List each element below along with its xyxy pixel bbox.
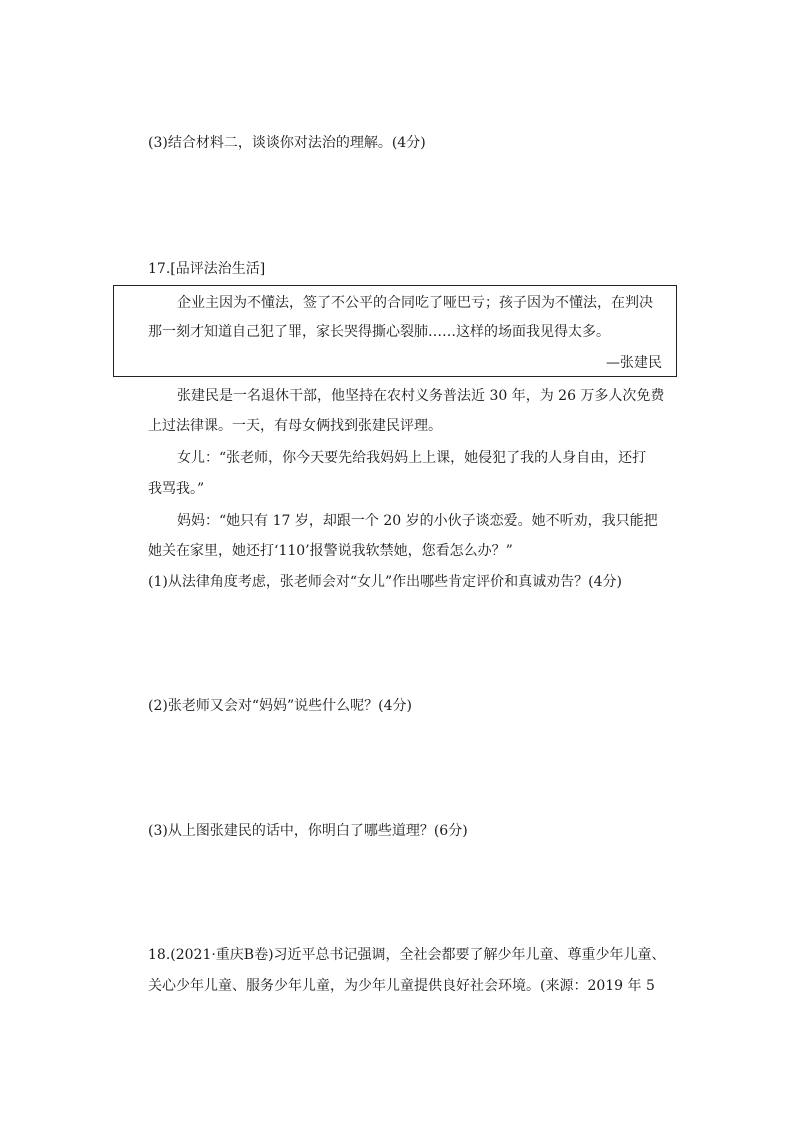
q17-question-3: (3)从上图张建民的话中，你明白了哪些道理？(6分) [148,823,468,839]
q18-line-2: 关心少年儿童、服务少年儿童，为少年儿童提供良好社会环境。(来源：2019 年 5 [148,978,655,994]
para1-line-2: 上过法律课。一天，有母女俩找到张建民评理。 [148,418,442,434]
q16-part3-question: (3)结合材料二，谈谈你对法治的理解。(4分) [148,135,426,151]
quote-line-1: 企业主因为不懂法，签了不公平的合同吃了哑巴亏；孩子因为不懂法，在判决 [177,295,653,311]
mother-line-2: 她关在家里，她还打‘110’报警说我软禁她，您看怎么办？” [148,543,513,559]
q17-title: 17.[品评法治生活] [148,261,266,277]
mother-line-1: 妈妈：“她只有 17 岁，却跟一个 20 岁的小伙子谈恋爱。她不听劝，我只能把 [177,513,658,529]
quote-signature: —张建民 [606,355,662,371]
q18-line-1: 18.(2021·重庆B卷)习近平总书记强调，全社会都要了解少年儿童、尊重少年儿童、 [148,947,666,963]
q17-question-1: (1)从法律角度考虑，张老师会对“女儿”作出哪些肯定评价和真诚劝告？(4分) [148,574,622,590]
daughter-line-2: 我骂我。” [148,481,205,497]
quote-line-2: 那一刻才知道自己犯了罪，家长哭得撕心裂肺……这样的场面我见得太多。 [148,324,610,340]
q17-question-2: (2)张老师又会对“妈妈”说些什么呢？(4分) [148,698,412,714]
daughter-line-1: 女儿：“张老师，你今天要先给我妈妈上上课，她侵犯了我的人身自由，还打 [177,450,647,466]
quote-box [113,285,677,377]
para1-line-1: 张建民是一名退休干部，他坚持在农村义务普法近 30 年，为 26 万多人次免费 [177,388,665,404]
